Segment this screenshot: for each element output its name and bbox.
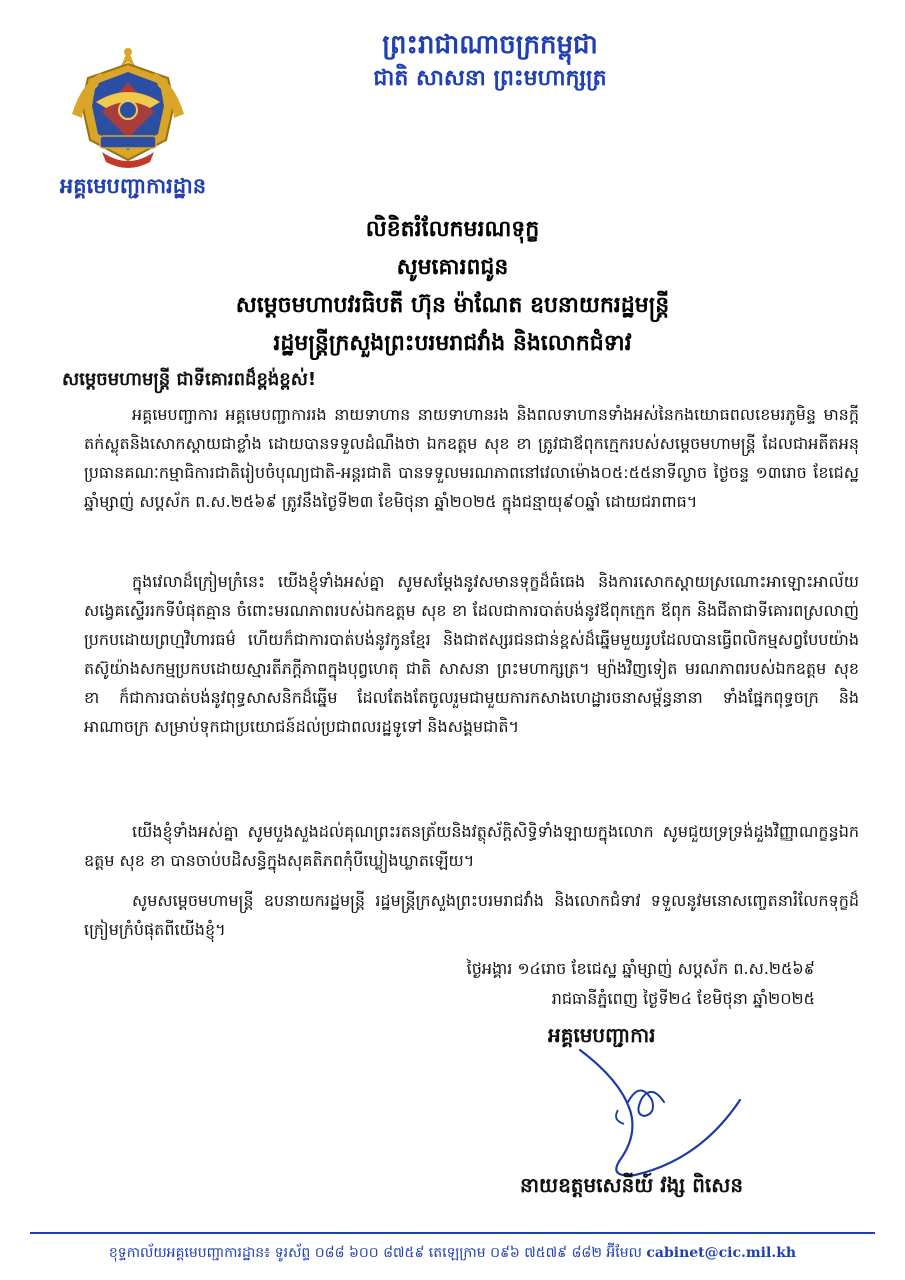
paragraph-text: ក្នុងវេលាដ៏ក្រៀមក្រំនេះ យើងខ្ញុំទាំងអស់គ្នា សូមសម្តែងនូវសមានទុក្ខដ៏ធំធេង និងការសោកស្តាយស្រណោះអាឡោះអាល័យសង្វេគស្ទើររកទីបំផុតគ្មាន ចំពោះមរណភាពរបស់ឯកឧត្តម សុខ ខា ដែលជាការបាត់បង់នូវឪពុកក្មេក ឪពុក និងជីតាជាទីគោរពស្រលាញ់ប្រកបដោយព្រហ្មវិហារធម៌ ហើយក៏ជាការបាត់បង់នូវកូនខ្មែរ និងជាឥស្សរជនជាន់ខ្ពស់ដ៏ឆ្នើមមួយរូបដែលបានធ្វើពលិកម្មសព្វបែបយ៉ាងតស៊ូយ៉ាងសកម្មប្រកបដោយស្មារតីភក្តីភាពក្នុងបុព្វហេតុ ជាតិ សាសនា ព្រះមហាក្សត្រ។ ម្យ៉ាងវិញទៀត មរណភាពរបស់ឯកឧត្តម សុខ ខា ក៏ជាការបាត់បង់នូវពុទ្ធសាសនិកដ៏ឆ្នើម ដែលតែងតែចូលរួមជាមួយការកសាងហេដ្ឋារចនាសម្ព័ន្ធនានា ទាំងផ្នែកពុទ្ធចក្រ និងអាណាចក្រ សម្រាប់ទុកជាប្រយោជន៍ដល់ប្រជាពលរដ្ឋទូទៅ និងសង្គមជាតិ។ [84, 572, 859, 736]
national-motto: ជាតិ សាសនា ព្រះមហាក្សត្រ [373, 65, 607, 91]
recipient-line: សម្តេចមហាបវរធិបតី ហ៊ុន ម៉ាណែត ឧបនាយករដ្ឋមន្ត្រី [235, 292, 670, 318]
paragraph-text: សូមសម្តេចមហាមន្ត្រី ឧបនាយករដ្ឋមន្ត្រី រដ្ឋមន្ត្រីក្រសួងព្រះបរមរាជវាំង និងលោកជំទាវ ទទួលនូវមនោសញ្ចេតនារំលែកទុក្ខដ៏ក្រៀមក្រំបំផុតពីយើងខ្ញុំ។ [84, 891, 859, 939]
footer-contact [30, 1240, 875, 1266]
letter-subtitle: សូមគោរពជូន [396, 254, 509, 280]
footer-divider [30, 1232, 875, 1234]
salutation: សម្តេចមហាមន្ត្រី ជាទីគោរពដ៏ខ្ពង់ខ្ពស់! [62, 369, 317, 390]
signer-title: អគ្គមេបញ្ជាការ [548, 1023, 656, 1047]
body-paragraph-3 [84, 817, 859, 875]
military-emblem-icon [62, 42, 194, 174]
footer-email[interactable]: cabinet@cic.mil.kh [646, 1245, 797, 1261]
letter-title: លិខិតរំលែកមរណទុក្ខ [365, 216, 540, 242]
kingdom-title: ព្រះរាជាណាចក្រកម្ពុជា [382, 30, 598, 60]
recipient-role-line: រដ្ឋមន្ត្រីក្រសួងព្រះបរមរាជវាំង និងលោកជំទាវ [273, 330, 632, 356]
letter-titles [150, 210, 755, 362]
body-paragraph-1 [84, 400, 859, 516]
solar-date: រាជធានីភ្នំពេញ ថ្ងៃទី២៤ ខែមិថុនា ឆ្នាំ២០២៥ [551, 989, 815, 1008]
organization-name: អគ្គមេបញ្ជាការដ្ឋាន [59, 174, 207, 198]
body-paragraph-2 [84, 567, 859, 741]
signer-name: នាយឧត្តមសេនីយ៍ វង្ស ពិសេន [520, 1173, 744, 1197]
body-paragraph-4 [84, 886, 859, 944]
footer-contact-text: ខុទ្ទកាល័យអគ្គមេបញ្ជាការដ្ឋាន៖ ទូរស័ព្ទ ០៨៨ ៦០០ ៨៧៥៩ តេឡេក្រាម ០៩៦ ៧៥៧៩ ៨៨២ អ៊ីមែល [108, 1245, 642, 1261]
lunar-date: ថ្ងៃអង្គារ ១៤រោច ខែជេស្ឋ ឆ្នាំម្សាញ់ សប្តស័ក ព.ស.២៥៦៩ [466, 959, 815, 978]
paragraph-text: យើងខ្ញុំទាំងអស់គ្នា សូមបួងសួងដល់គុណព្រះរតនត្រ័យនិងវត្ថុស័ក្តិសិទ្ធិទាំងឡាយក្នុងលោក សូមជួយទ្រទ្រង់ដួងវិញ្ញាណក្ខន្ធឯកឧត្តម សុខ ខា បានចាប់បដិសន្ធិក្នុងសុគតិភពកុំបីឃ្លៀងឃ្លាតឡើយ។ [84, 822, 859, 870]
paragraph-text: អគ្គមេបញ្ជាការ អគ្គមេបញ្ជាការរង នាយទាហាន នាយទាហានរង និងពលទាហានទាំងអស់នៃកងយោធពលខេមរភូមិន្ទ មានក្តីតក់ស្លុតនិងសោកស្តាយជាខ្លាំង ដោយបានទទួលដំណឹងថា ឯកឧត្តម សុខ ខា ត្រូវជាឪពុកក្មេករបស់សម្តេចមហាមន្ត្រី ដែលជាអតីតអនុប្រធានគណៈកម្មាធិការជាតិរៀបចំបុណ្យជាតិ-អន្តរជាតិ បានទទួលមរណភាពនៅវេលាម៉ោង០៥:៥៥នាទីល្ងាច ថ្ងៃចន្ទ ១៣រោច ខែជេស្ឋ ឆ្នាំម្សាញ់ សប្តស័ក ព.ស.២៥៦៩ ត្រូវនឹងថ្ងៃទី២៣ ខែមិថុនា ឆ្នាំ២០២៥ ក្នុងជន្មាយុ៩០ឆ្នាំ ដោយជរាពាធ។ [84, 405, 859, 511]
handwritten-signature [560, 1040, 750, 1190]
